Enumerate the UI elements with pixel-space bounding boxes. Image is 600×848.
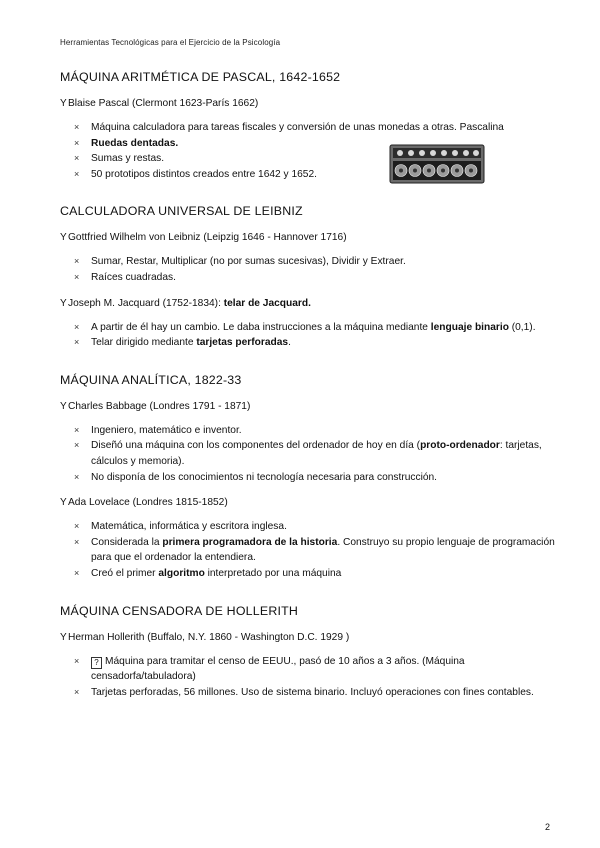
bullet-x-icon: × <box>74 471 80 482</box>
person-line <box>60 232 555 243</box>
running-header: Herramientas Tecnológicas para el Ejercicio de la Psicología <box>60 38 281 47</box>
section-title: MÁQUINA ANALÍTICA, 1822-33 <box>60 372 242 387</box>
list-item: × Matemática, informática y escritora inglesa. <box>74 519 555 535</box>
section-title: CALCULADORA UNIVERSAL DE LEIBNIZ <box>60 204 303 219</box>
list-item: × A partir de él hay un cambio. Le daba instrucciones a la máquina mediante lenguaje binario (0,1). <box>74 320 555 336</box>
list-item: × Máquina calculadora para tareas fiscales y conversión de unas monedas a otras. Pascalina <box>74 120 555 136</box>
list-item: × Telar dirigido mediante tarjetas perforadas. <box>74 335 555 351</box>
person-marker: Y <box>60 400 67 412</box>
person-line <box>60 497 555 508</box>
list-item: × Sumas y restas. <box>74 151 555 167</box>
list-item: × Ingeniero, matemático e inventor. <box>74 423 555 439</box>
bullet-x-icon: × <box>74 256 80 267</box>
bullet-x-icon: × <box>74 655 80 666</box>
bullet-x-icon: × <box>74 122 80 132</box>
section-title: MÁQUINA CENSADORA DE HOLLERITH <box>60 603 299 618</box>
list-item: × Tarjetas perforadas, 56 millones. Uso de sistema binario. Incluyó operaciones con fines contables. <box>74 685 555 701</box>
person-line <box>60 98 555 109</box>
bullet-x-icon: × <box>74 321 80 332</box>
person-marker: Y <box>60 497 67 509</box>
bullet-x-icon: × <box>74 567 80 578</box>
person-marker: Y <box>60 297 67 309</box>
person-name: Joseph M. Jacquard (1752-1834): telar de Jacquard. <box>68 297 311 309</box>
list-item: × No disponía de los conocimientos ni tecnología necesaria para construcción. <box>74 470 555 486</box>
person-marker: Y <box>60 232 67 244</box>
list-item: × Sumar, Restar, Multiplicar (no por sumas sucesivas), Dividir y Extraer. <box>74 254 555 270</box>
person-name: Blaise Pascal (Clermont 1623-París 1662) <box>68 98 259 109</box>
bullet-x-icon: × <box>74 521 80 532</box>
person-name: Gottfried Wilhelm von Leibniz (Leipzig 1646 - Hannover 1716) <box>68 232 347 244</box>
bullet-x-icon: × <box>74 424 80 435</box>
list-item: × Diseñó una máquina con los componentes del ordenador de hoy en día (proto-ordenador: tarjetas, cálculos y memoria). <box>74 440 542 467</box>
bullet-x-icon: × <box>74 686 80 697</box>
section-title: MÁQUINA ARITMÉTICA DE PASCAL, 1642-1652 <box>60 70 341 84</box>
list-item: × Considerada la primera programadora de la historia. Construyo su propio lenguaje de programación para que el ordenador la entendiera. <box>74 536 555 564</box>
section-pascal <box>60 70 555 182</box>
bullet-list <box>74 654 555 701</box>
list-item: × Creó el primer algoritmo interpretado por una máquina <box>74 566 555 582</box>
person-marker: Y <box>60 631 67 643</box>
person-line <box>60 298 555 309</box>
section-leibniz <box>60 204 555 350</box>
bullet-x-icon: × <box>74 536 80 547</box>
bullet-x-icon: × <box>74 153 80 164</box>
section-hollerith <box>60 604 555 701</box>
list-item: × ? Máquina para tramitar el censo de EEUU., pasó de 10 años a 3 años. (Máquina censadorfa/tabuladora) <box>74 655 465 683</box>
person-line <box>60 632 555 643</box>
bullet-list <box>74 519 555 581</box>
bullet-x-icon: × <box>74 337 80 348</box>
bullet-x-icon: × <box>74 271 80 282</box>
person-name: Ada Lovelace (Londres 1815-1852) <box>68 497 228 509</box>
person-line <box>60 401 555 412</box>
bullet-list <box>74 254 555 285</box>
bullet-x-icon: × <box>74 137 80 148</box>
missing-glyph-icon: ? <box>91 657 102 669</box>
list-item: × 50 prototipos distintos creados entre 1642 y 1652. <box>74 167 555 183</box>
section-babbage <box>60 373 555 582</box>
person-name: Herman Hollerith (Buffalo, N.Y. 1860 - Washington D.C. 1929 ) <box>68 631 350 643</box>
page-content <box>60 70 555 722</box>
pascaline-image <box>389 142 485 186</box>
person-name: Charles Babbage (Londres 1791 - 1871) <box>68 400 251 412</box>
person-marker: Y <box>60 98 67 109</box>
list-item: × Raíces cuadradas. <box>74 270 555 286</box>
bullet-list <box>74 320 555 351</box>
bullet-list <box>74 423 555 485</box>
page-number: 2 <box>545 822 551 832</box>
list-item: × Ruedas dentadas. <box>74 136 555 152</box>
bullet-x-icon: × <box>74 168 80 179</box>
bullet-x-icon: × <box>74 440 80 451</box>
